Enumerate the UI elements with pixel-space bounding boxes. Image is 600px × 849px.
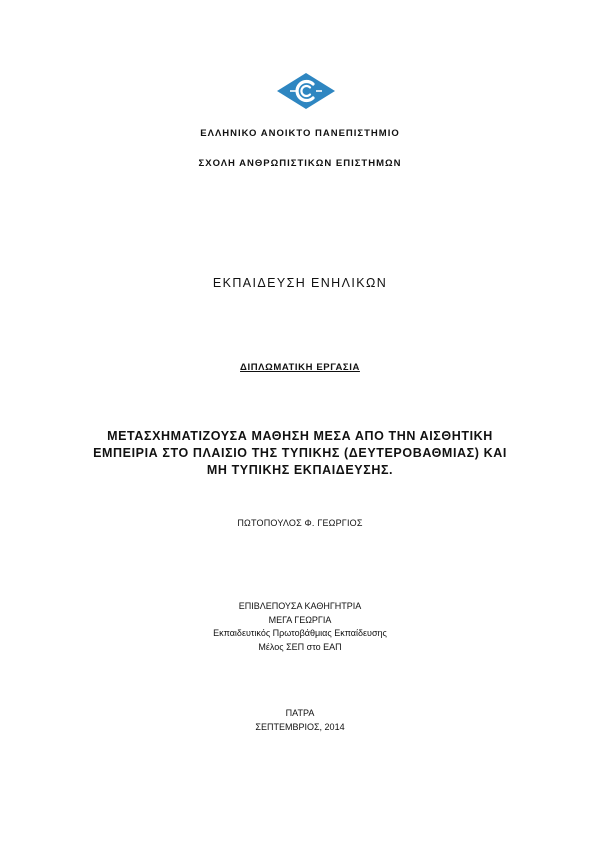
supervisor-name: ΜΕΓΑ ΓΕΩΡΓΙΑ (268, 614, 332, 625)
program-name: ΕΚΠΑΙΔΕΥΣΗ ΕΝΗΛΙΚΩΝ (212, 276, 388, 290)
place-date-block (0, 707, 600, 734)
university-name: ΕΛΛΗΝΙΚΟ ΑΝΟΙΚΤΟ ΠΑΝΕΠΙΣΤΗΜΙΟ (200, 128, 400, 139)
date: ΣΕΠΤΕΜΒΡΙΟΣ, 2014 (255, 721, 345, 732)
thesis-title-line: ΜΕΤΑΣΧΗΜΑΤΙΖΟΥΣΑ ΜΑΘΗΣΗ ΜΕΣΑ ΑΠΟ ΤΗΝ ΑΙΣΘΗΤΙΚΗ (107, 429, 493, 443)
supervisor-block (0, 600, 600, 654)
supervisor-role: ΕΠΙΒΛΕΠΟΥΣΑ ΚΑΘΗΓΗΤΡΙΑ (238, 601, 362, 611)
author-name: ΠΩΤΟΠΟΥΛΟΣ Φ. ΓΕΩΡΓΙΟΣ (237, 518, 363, 528)
city: ΠΑΤΡΑ (285, 708, 315, 718)
university-logo-icon (276, 72, 336, 110)
supervisor-membership: Μέλος ΣΕΠ στο ΕΑΠ (258, 641, 342, 652)
school-name: ΣΧΟΛΗ ΑΝΘΡΩΠΙΣΤΙΚΩΝ ΕΠΙΣΤΗΜΩΝ (198, 158, 402, 169)
document-type: ΔΙΠΛΩΜΑΤΙΚΗ ΕΡΓΑΣΙΑ (240, 362, 360, 373)
thesis-title-line: ΜΗ ΤΥΠΙΚΗΣ ΕΚΠΑΙΔΕΥΣΗΣ. (206, 463, 394, 477)
thesis-title-line: ΕΜΠΕΙΡΙΑ ΣΤΟ ΠΛΑΙΣΙΟ ΤΗΣ ΤΥΠΙΚΗΣ (ΔΕΥΤΕΡΟΒΑΘΜΙΑΣ) ΚΑΙ (93, 446, 507, 460)
university-logo (276, 72, 336, 110)
supervisor-position: Εκπαιδευτικός Πρωτοβάθμιας Εκπαίδευσης (213, 628, 387, 638)
thesis-title (0, 428, 600, 479)
